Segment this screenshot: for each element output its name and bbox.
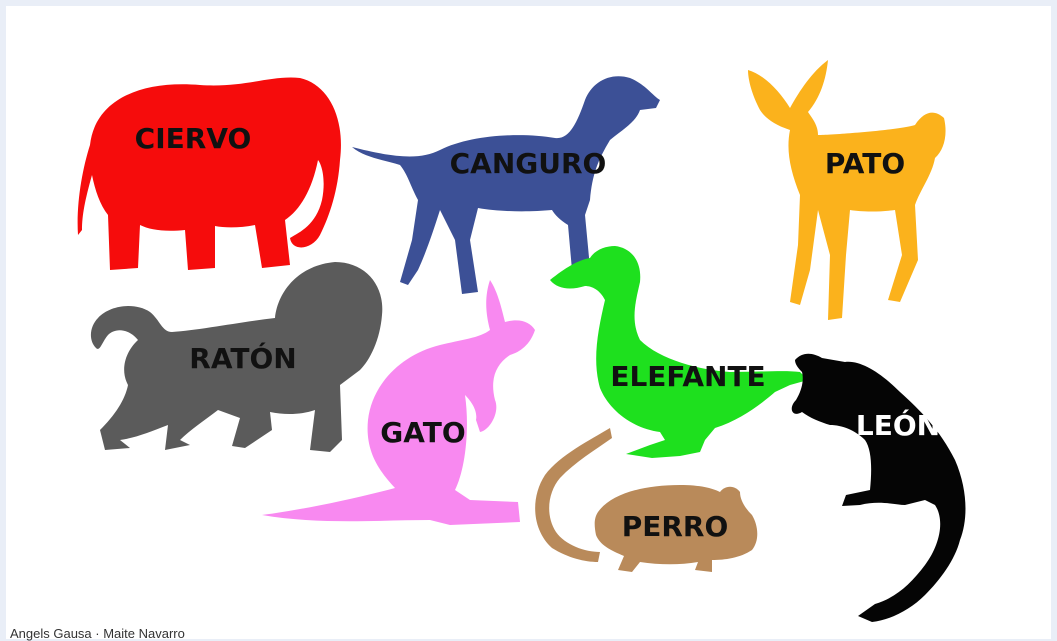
cat-name-label: LEÓN bbox=[855, 409, 941, 442]
elephant-name-label: CIERVO bbox=[134, 122, 252, 155]
mouse-name-label: PERRO bbox=[621, 510, 729, 543]
deer-name-label: PATO bbox=[824, 147, 906, 180]
duck-silhouette bbox=[550, 246, 808, 458]
cat-silhouette bbox=[792, 354, 966, 622]
dog-name-label: CANGURO bbox=[449, 147, 607, 180]
photo-credit: Angels Gausa · Maite Navarro bbox=[10, 626, 185, 641]
deer-body bbox=[748, 60, 946, 320]
deer-silhouette bbox=[748, 60, 946, 320]
duck-name-label: ELEFANTE bbox=[610, 360, 766, 393]
elephant-body bbox=[78, 78, 341, 270]
duck-body bbox=[550, 246, 808, 458]
kangaroo-name-label: GATO bbox=[380, 416, 466, 449]
lion-name-label: RATÓN bbox=[189, 342, 297, 375]
elephant-silhouette bbox=[78, 78, 341, 270]
cat-body bbox=[792, 354, 966, 622]
